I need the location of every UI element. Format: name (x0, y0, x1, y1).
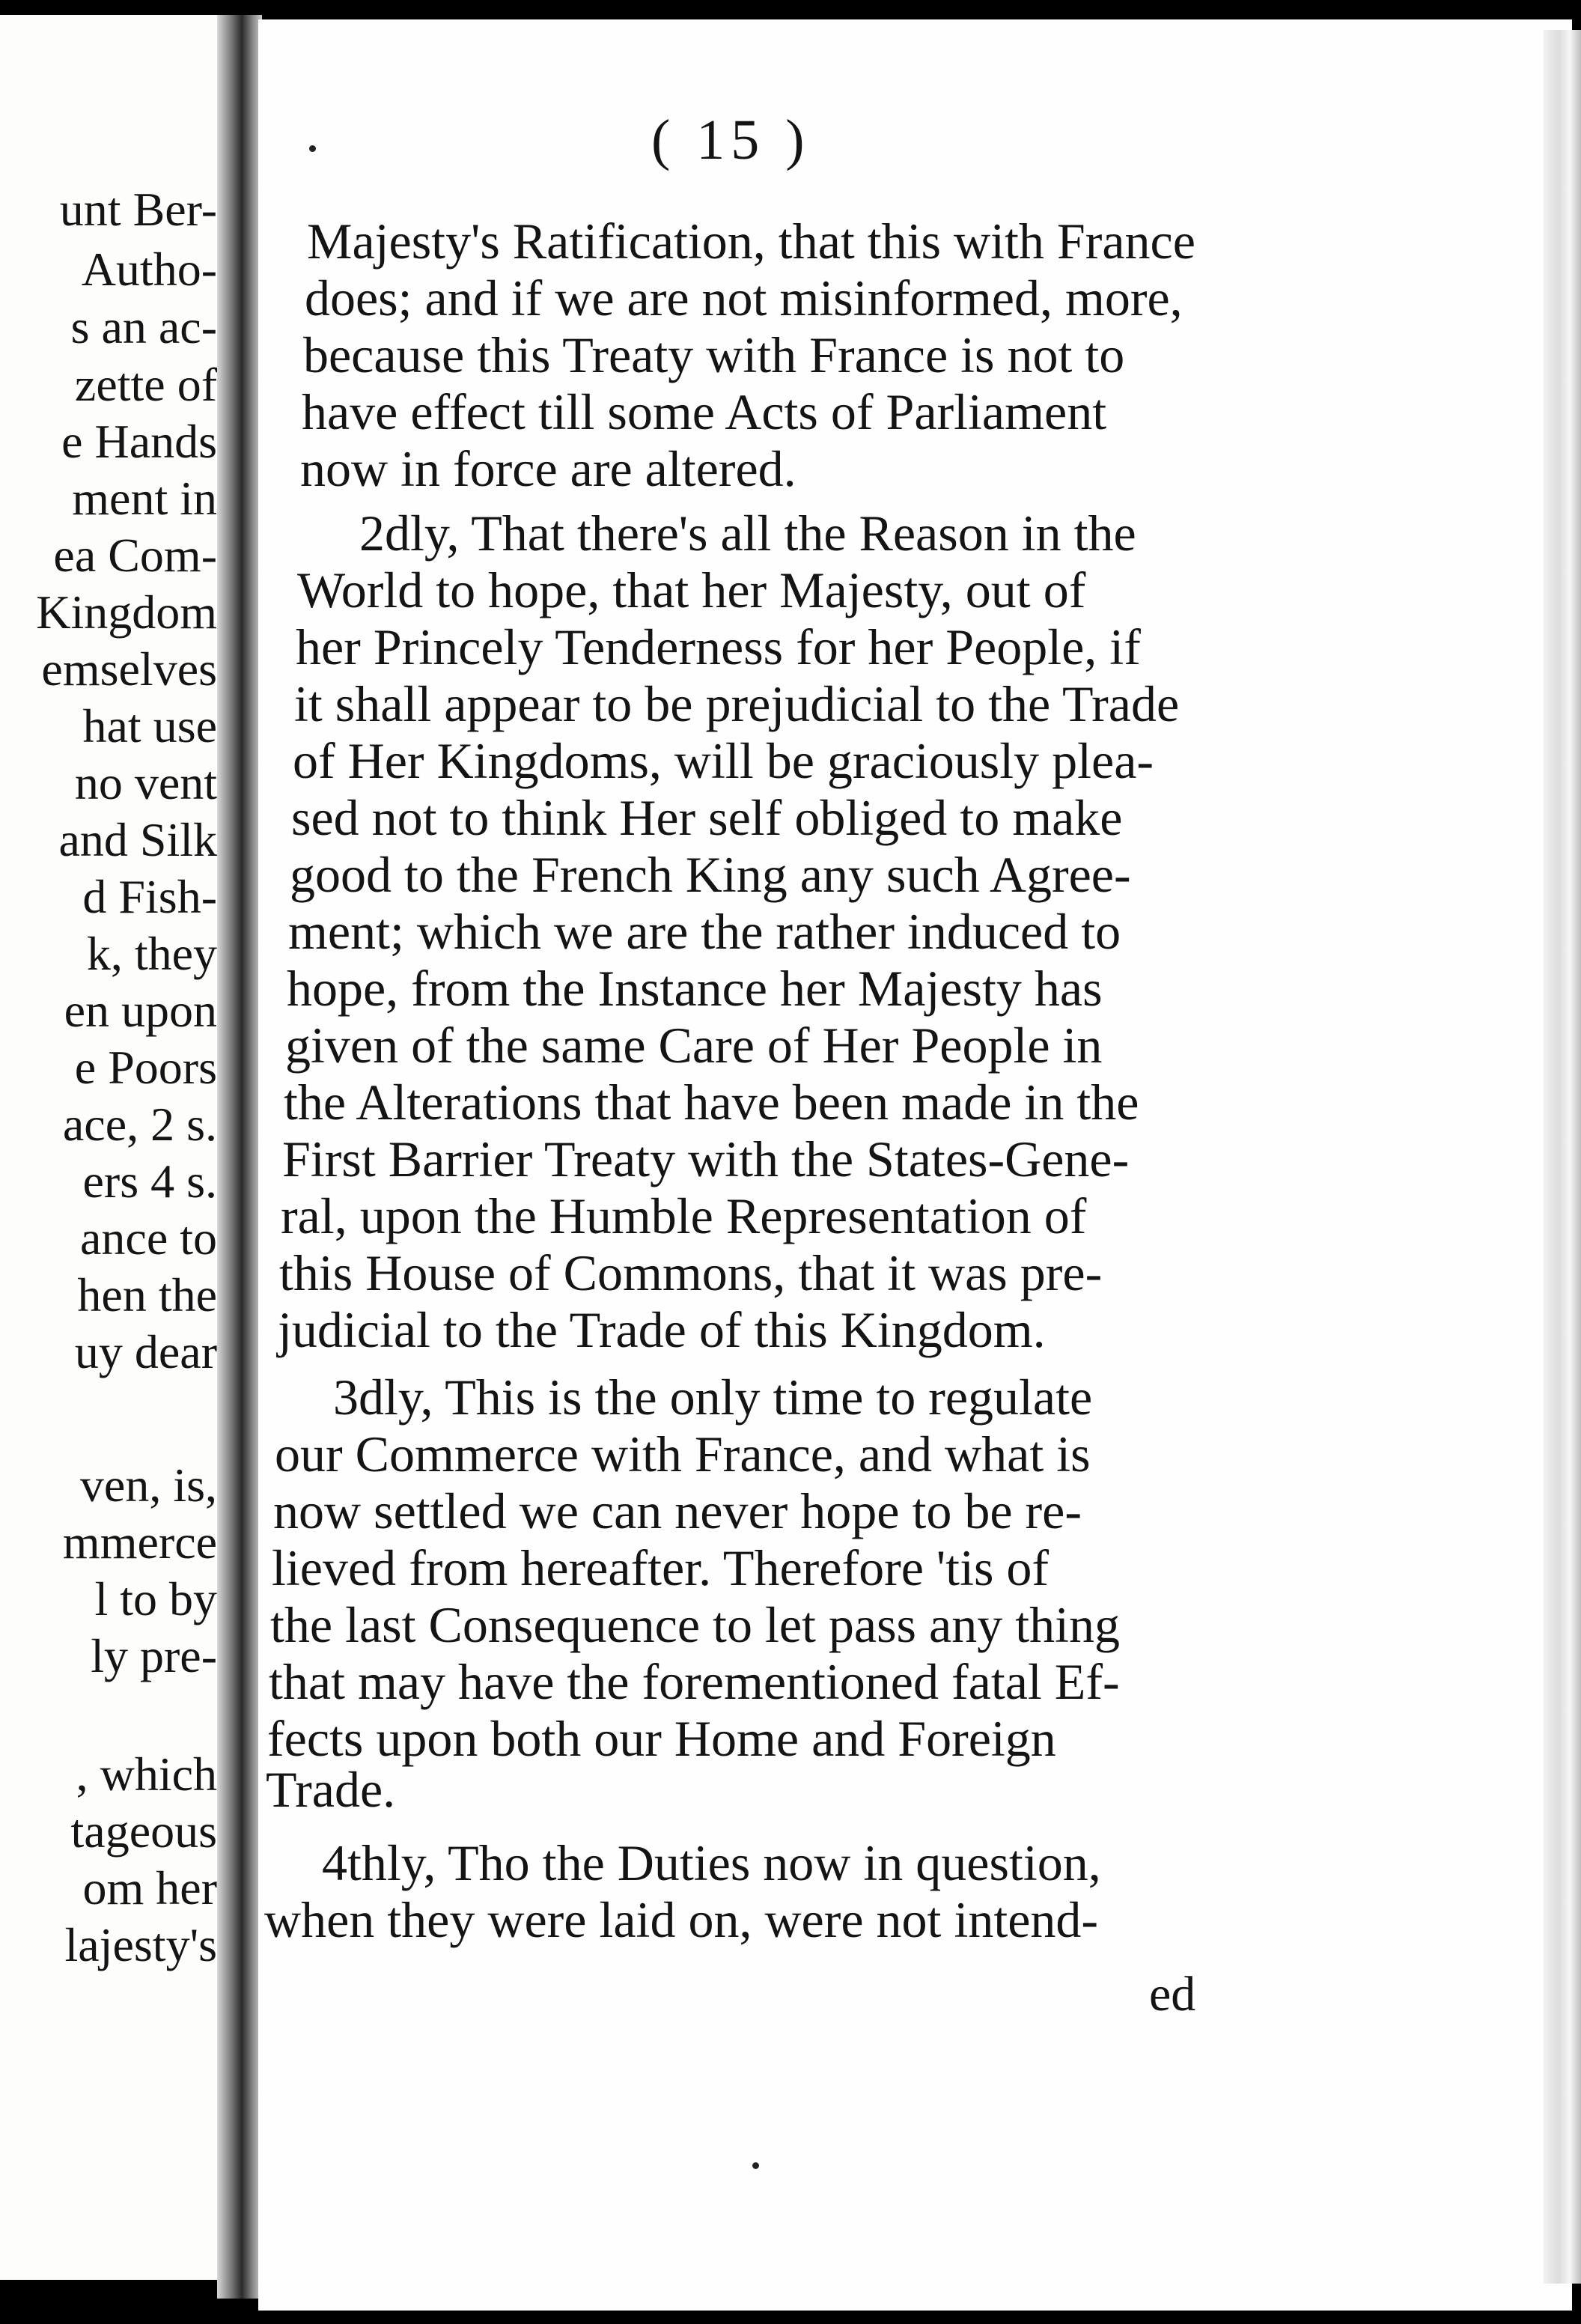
left-text-line: en upon (64, 984, 217, 1037)
left-text-line: uy dear (74, 1325, 217, 1378)
left-text-line: , which (76, 1747, 217, 1801)
text-line: our Commerce with France, and what is (275, 1426, 1091, 1482)
right-page (258, 19, 1572, 2311)
left-text-line: ea Com- (53, 529, 217, 582)
text-line: of Her Kingdoms, will be graciously plea- (293, 732, 1154, 789)
text-line: have effect till some Acts of Parliament (302, 383, 1107, 440)
ink-speck (752, 2162, 759, 2169)
text-line: Majesty's Ratification, that this with France (307, 213, 1195, 270)
text-line: the Alterations that have been made in the (284, 1074, 1139, 1131)
left-text-line: ers 4 s. (82, 1155, 217, 1208)
left-text-line: ly pre- (91, 1629, 217, 1682)
left-text-line: l to by (94, 1572, 217, 1625)
left-text-line: ven, is, (79, 1458, 217, 1512)
left-text-line: s an ac- (70, 300, 217, 353)
text-line: lieved from hereafter. Therefore 'tis of (272, 1539, 1050, 1596)
left-text-line: d Fish- (82, 870, 217, 923)
left-text-line: Kingdom (36, 585, 217, 639)
left-text-line: lajesty's (64, 1918, 217, 1971)
text-line: given of the same Care of Her People in (285, 1017, 1103, 1074)
left-text-line: tageous (70, 1804, 217, 1858)
page-number: ( 15 ) (651, 109, 811, 171)
left-text-line: zette of (74, 358, 217, 411)
left-text-line: emselves (41, 642, 217, 696)
left-text-line: e Hands (61, 415, 217, 468)
text-line: ment; which we are the rather induced to (288, 903, 1121, 960)
left-text-line: ace, 2 s. (62, 1098, 217, 1151)
left-text-line: om her (82, 1861, 217, 1914)
text-line: 3dly, This is the only time to regulate (333, 1369, 1093, 1426)
left-text-line: k, they (86, 927, 217, 980)
left-text-line: hat use (82, 699, 217, 752)
left-text-line: ance to (80, 1211, 217, 1265)
text-line: judicial to the Trade of this Kingdom. (278, 1301, 1046, 1358)
left-page (0, 15, 225, 2280)
text-line: the last Consequence to let pass any thing (270, 1596, 1120, 1653)
text-line: this House of Commons, that it was pre- (279, 1244, 1103, 1301)
book-gutter (217, 15, 262, 2299)
text-line: it shall appear to be prejudicial to the Trade (294, 675, 1180, 732)
left-text-line: no vent (74, 756, 217, 809)
left-text-line: mmerce (62, 1515, 217, 1569)
text-line: now settled we can never hope to be re- (273, 1482, 1082, 1539)
text-line: fects upon both our Home and Foreign (267, 1710, 1056, 1767)
text-line: 4thly, Tho the Duties now in question, (322, 1834, 1101, 1891)
text-line: does; and if we are not misinformed, more, (305, 270, 1183, 326)
ink-speck (309, 145, 316, 152)
text-line: ral, upon the Humble Representation of (281, 1187, 1087, 1244)
left-text-line: e Poors (74, 1041, 217, 1094)
text-line: because this Treaty with France is not to (303, 326, 1125, 383)
text-line: World to hope, that her Majesty, out of (297, 562, 1086, 618)
text-line: First Barrier Treaty with the States-Gene- (282, 1131, 1130, 1187)
page-edge (1544, 30, 1581, 2284)
text-line: her Princely Tenderness for her People, if (296, 618, 1141, 675)
text-line: hope, from the Instance her Majesty has (287, 960, 1103, 1017)
text-line: sed not to think Her self obliged to make (291, 789, 1123, 846)
left-text-line: hen the (77, 1268, 217, 1321)
text-line: good to the French King any such Agree- (290, 846, 1131, 903)
left-text-line: and Silk (58, 813, 217, 866)
text-line: now in force are altered. (300, 440, 796, 497)
text-line: when they were laid on, were not intend- (264, 1891, 1099, 1948)
left-text-line: ment in (72, 472, 217, 525)
catchword: ed (1149, 1967, 1196, 2022)
text-line: 2dly, That there's all the Reason in the (359, 505, 1136, 562)
text-line: that may have the forementioned fatal Ef- (269, 1653, 1120, 1710)
text-line: Trade. (266, 1761, 396, 1818)
left-text-line: Autho- (81, 243, 217, 296)
left-text-line: unt Ber- (59, 183, 217, 236)
